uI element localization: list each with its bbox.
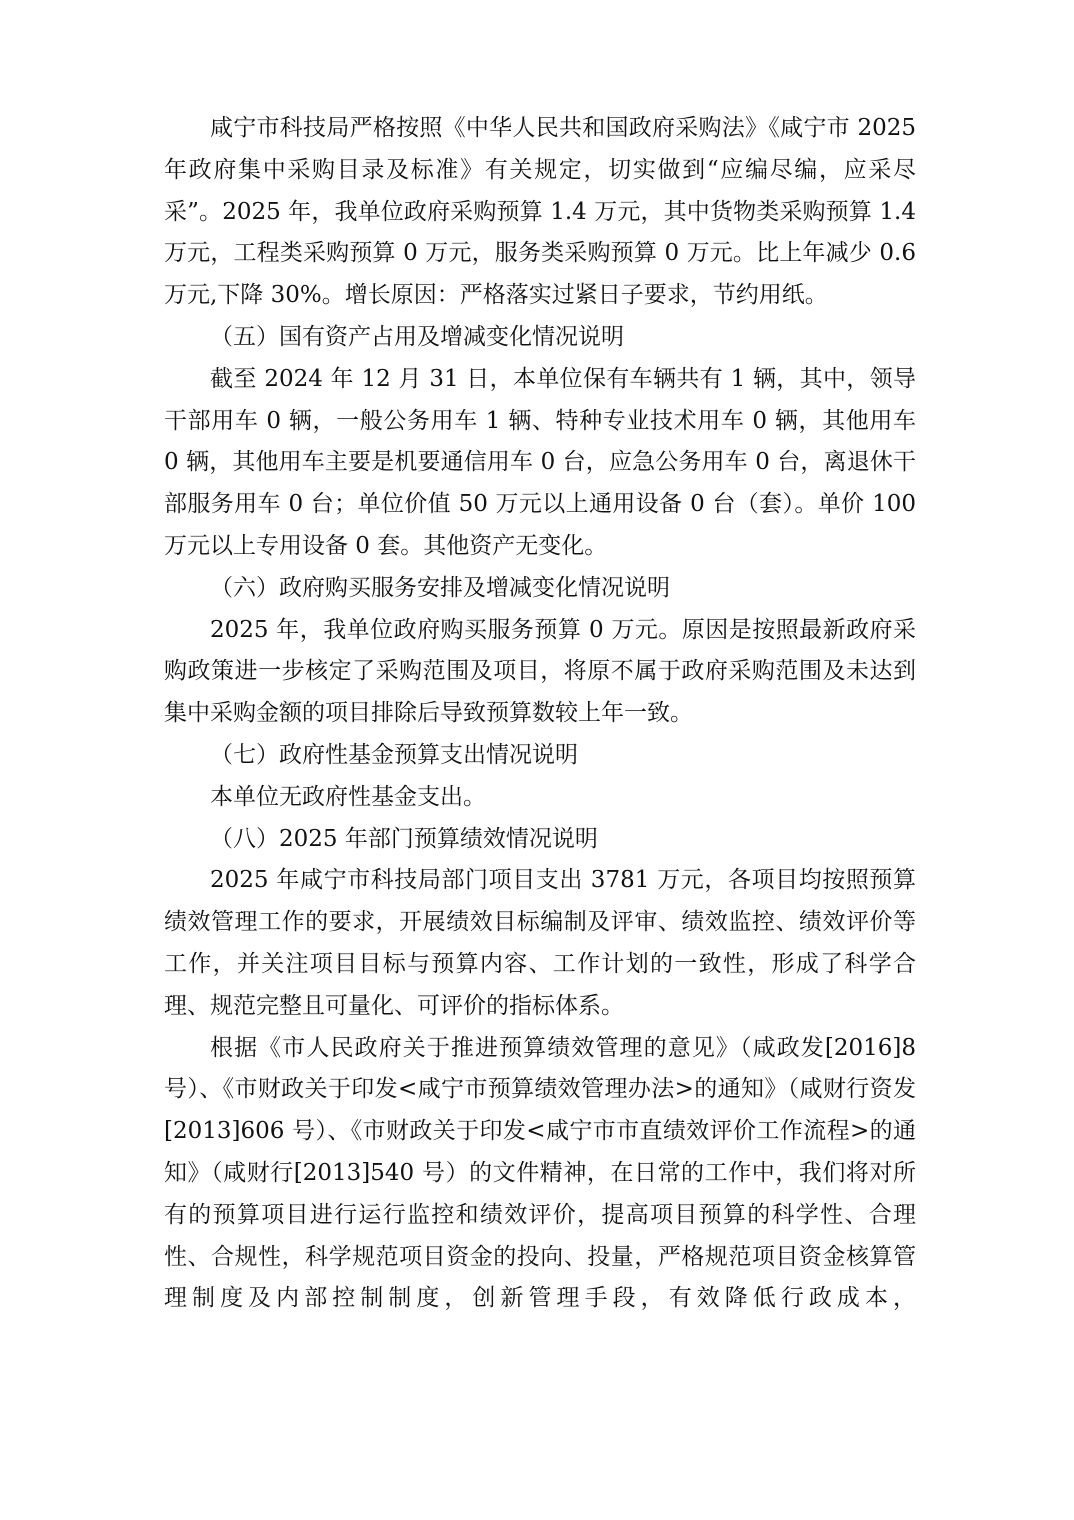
heading-performance: （八）2025 年部门预算绩效情况说明 <box>210 825 598 852</box>
paragraph-government-services: 2025 年，我单位政府购买服务预算 0 万元。原因是按照最新政府采购政策进一步核定了采购范围及项目，将原不属于政府采购范围及未达到集中采购金额的项目排除后导致预算数较上年一致。 <box>164 616 916 727</box>
paragraph-performance: 2025 年咸宁市科技局部门项目支出 3781 万元，各项目均按照预算绩效管理工作的要求，开展绩效目标编制及评审、绩效监控、绩效评价等工作，并关注项目目标与预算内容、工作计划的一致性，形成了科学合理、规范完整且可量化、可评价的指标体系。 <box>164 867 916 1019</box>
paragraph-procurement: 咸宁市科技局严格按照《中华人民共和国政府采购法》《咸宁市 2025 年政府集中采购目录及标准》有关规定，切实做到“应编尽编，应采尽采”。2025 年，我单位政府采购预算 1.4 万元，其中货物类采购预算 1.4 万元，工程类采购预算 0 万元，服务类采购预算 0 万元。比上年减少 0.6 万元,下降 30%。增长原因：严格落实过紧日子要求，节约用纸。 <box>164 115 924 309</box>
paragraph-state-assets: 截至 2024 年 12 月 31 日，本单位保有车辆共有 1 辆，其中，领导干部用车 0 辆，一般公务用车 1 辆、特种专业技术用车 0 辆，其他用车 0 辆，其他用车主要是机要通信用车 0 台，应急公务用车 0 台，离退休干部服务用车 0 台；单位价值 50 万元以上通用设备 0 台（套）。单价 100 万元以上专用设备 0 套。其他资产无变化。 <box>164 365 924 559</box>
document-page <box>164 108 924 1320</box>
heading-government-services: （六）政府购买服务安排及增减变化情况说明 <box>210 574 670 601</box>
heading-government-fund: （七）政府性基金预算支出情况说明 <box>210 741 578 768</box>
paragraph-performance-basis: 根据《市人民政府关于推进预算绩效管理的意见》（咸政发[2016]8号）、《市财政关于印发<咸宁市预算绩效管理办法>的通知》（咸财行资发[2013]606 号）、《市财政关于印发<咸宁市市直绩效评价工作流程>的通知》（咸财行[2013]540 号）的文件精神，在日常的工作中，我们将对所有的预算项目进行运行监控和绩效评价，提高项目预算的科学性、合理性、合规性，科学规范项目资金的投向、投量，严格规范项目资金核算管理制度及内部控制制度，创新管理手段，有效降低行政成本， <box>164 1034 916 1312</box>
paragraph-government-fund: 本单位无政府性基金支出。 <box>210 783 486 810</box>
heading-state-assets: （五）国有资产占用及增减变化情况说明 <box>210 323 624 350</box>
